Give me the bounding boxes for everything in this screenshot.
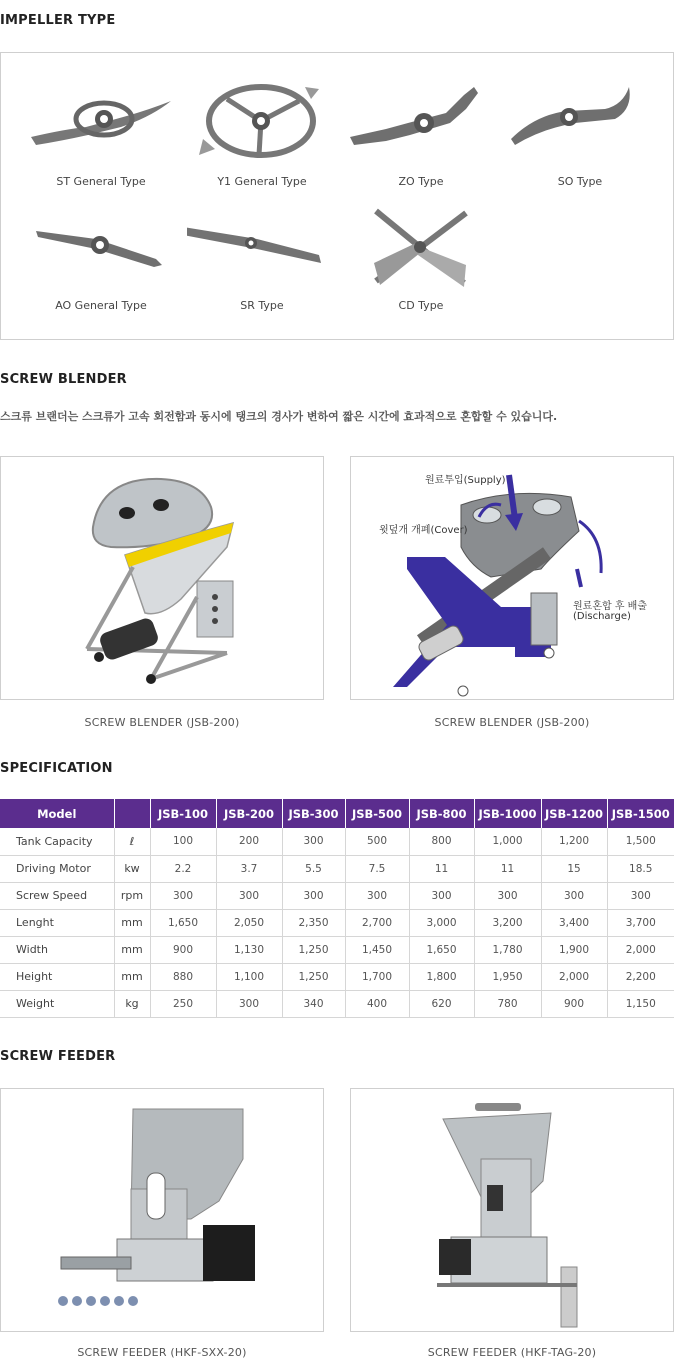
impeller-label: ZO Type <box>398 175 444 188</box>
table-cell: 300 <box>474 882 541 909</box>
cd-impeller-image <box>346 203 496 293</box>
header-model-name: JSB-1200 <box>541 799 607 828</box>
table-cell: 900 <box>150 936 216 963</box>
row-label: Height <box>0 963 114 990</box>
table-row <box>0 828 674 855</box>
screw-feeder-photo-1 <box>0 1088 324 1332</box>
table-cell: 1,250 <box>282 963 345 990</box>
table-cell: 1,950 <box>474 963 541 990</box>
table-cell: 3,200 <box>474 909 541 936</box>
screw-feeder-caption-1: SCREW FEEDER (HKF-SXX-20) <box>77 1346 247 1359</box>
impeller-label: ST General Type <box>56 175 146 188</box>
table-row <box>0 882 674 909</box>
table-cell: 1,650 <box>409 936 474 963</box>
header-model: Model <box>0 799 114 828</box>
table-cell: 300 <box>282 828 345 855</box>
header-model-name: JSB-800 <box>409 799 474 828</box>
table-cell: 340 <box>282 990 345 1017</box>
table-cell: 1,150 <box>607 990 674 1017</box>
row-unit: mm <box>114 963 150 990</box>
table-cell: 1,130 <box>216 936 282 963</box>
screw-blender-caption-1: SCREW BLENDER (JSB-200) <box>84 716 240 729</box>
table-cell: 250 <box>150 990 216 1017</box>
table-cell: 3.7 <box>216 855 282 882</box>
table-cell: 1,650 <box>150 909 216 936</box>
table-cell: 800 <box>409 828 474 855</box>
annotation-discharge-2: (Discharge) <box>573 611 631 622</box>
impeller-item-y1 <box>187 79 337 188</box>
table-cell: 400 <box>345 990 409 1017</box>
table-cell: 1,900 <box>541 936 607 963</box>
table-cell: 2,200 <box>607 963 674 990</box>
table-cell: 2.2 <box>150 855 216 882</box>
specification-table <box>0 799 674 1018</box>
impeller-label: Y1 General Type <box>217 175 307 188</box>
table-row <box>0 936 674 963</box>
header-model-name: JSB-100 <box>150 799 216 828</box>
screw-blender-caption-2: SCREW BLENDER (JSB-200) <box>434 716 590 729</box>
table-cell: 300 <box>282 882 345 909</box>
table-cell: 300 <box>541 882 607 909</box>
impeller-item-ao <box>26 203 176 312</box>
table-row <box>0 963 674 990</box>
table-cell: 3,400 <box>541 909 607 936</box>
table-cell: 1,800 <box>409 963 474 990</box>
table-cell: 300 <box>607 882 674 909</box>
table-cell: 3,700 <box>607 909 674 936</box>
table-cell: 1,700 <box>345 963 409 990</box>
specification-section-title: SPECIFICATION <box>0 761 113 776</box>
zo-impeller-image <box>346 79 496 169</box>
screw-blender-section-title: SCREW BLENDER <box>0 372 127 387</box>
table-row <box>0 909 674 936</box>
header-model-name: JSB-500 <box>345 799 409 828</box>
table-cell: 300 <box>409 882 474 909</box>
table-cell: 5.5 <box>282 855 345 882</box>
impeller-panel <box>0 52 674 340</box>
table-cell: 880 <box>150 963 216 990</box>
row-unit: kg <box>114 990 150 1017</box>
row-unit: mm <box>114 909 150 936</box>
impeller-item-so <box>505 79 655 188</box>
table-cell: 1,250 <box>282 936 345 963</box>
header-model-name: JSB-1500 <box>607 799 674 828</box>
impeller-label: CD Type <box>398 299 444 312</box>
screw-blender-diagram <box>350 456 674 700</box>
table-row <box>0 855 674 882</box>
row-label: Screw Speed <box>0 882 114 909</box>
table-cell: 100 <box>150 828 216 855</box>
table-cell: 2,350 <box>282 909 345 936</box>
impeller-label: AO General Type <box>55 299 147 312</box>
table-cell: 1,000 <box>474 828 541 855</box>
table-cell: 300 <box>216 990 282 1017</box>
table-cell: 15 <box>541 855 607 882</box>
sr-impeller-image <box>187 203 337 293</box>
table-cell: 3,000 <box>409 909 474 936</box>
table-cell: 1,780 <box>474 936 541 963</box>
table-cell: 18.5 <box>607 855 674 882</box>
row-label: Width <box>0 936 114 963</box>
impeller-label: SR Type <box>240 299 284 312</box>
row-label: Driving Motor <box>0 855 114 882</box>
table-cell: 1,500 <box>607 828 674 855</box>
row-unit: rpm <box>114 882 150 909</box>
row-label: Tank Capacity <box>0 828 114 855</box>
screw-feeder-photo-2 <box>350 1088 674 1332</box>
table-cell: 300 <box>150 882 216 909</box>
annotation-supply: 원료투입(Supply) <box>425 475 506 486</box>
table-header-row <box>0 799 674 828</box>
table-cell: 1,200 <box>541 828 607 855</box>
table-cell: 300 <box>345 882 409 909</box>
impeller-item-sr <box>187 203 337 312</box>
table-cell: 2,000 <box>607 936 674 963</box>
impeller-item-cd <box>346 203 496 312</box>
table-cell: 11 <box>474 855 541 882</box>
table-cell: 1,450 <box>345 936 409 963</box>
so-impeller-image <box>505 79 655 169</box>
table-cell: 2,050 <box>216 909 282 936</box>
screw-feeder-section-title: SCREW FEEDER <box>0 1049 116 1064</box>
row-label: Weight <box>0 990 114 1017</box>
row-unit: ℓ <box>114 828 150 855</box>
table-cell: 7.5 <box>345 855 409 882</box>
annotation-cover: 윗덮개 개폐(Cover) <box>379 525 468 536</box>
table-cell: 900 <box>541 990 607 1017</box>
table-row <box>0 990 674 1017</box>
row-unit: mm <box>114 936 150 963</box>
table-cell: 200 <box>216 828 282 855</box>
screw-feeder-caption-2: SCREW FEEDER (HKF-TAG-20) <box>427 1346 597 1359</box>
screw-blender-description: 스크류 브랜더는 스크류가 고속 회전함과 동시에 탱크의 경사가 변하여 짧은 시간에 효과적으로 혼합할 수 있습니다. <box>0 410 558 423</box>
ao-impeller-image <box>26 203 176 293</box>
screw-blender-photo-1 <box>0 456 324 700</box>
table-cell: 780 <box>474 990 541 1017</box>
header-unit <box>114 799 150 828</box>
table-cell: 500 <box>345 828 409 855</box>
impeller-item-st <box>26 79 176 188</box>
header-model-name: JSB-200 <box>216 799 282 828</box>
annotation-discharge-1: 원료혼합 후 배출 <box>573 601 647 612</box>
header-model-name: JSB-300 <box>282 799 345 828</box>
header-model-name: JSB-1000 <box>474 799 541 828</box>
st-impeller-image <box>26 79 176 169</box>
table-cell: 2,700 <box>345 909 409 936</box>
table-cell: 300 <box>216 882 282 909</box>
table-cell: 1,100 <box>216 963 282 990</box>
impeller-item-zo <box>346 79 496 188</box>
row-label: Lenght <box>0 909 114 936</box>
y1-impeller-image <box>187 79 337 169</box>
row-unit: kw <box>114 855 150 882</box>
table-cell: 2,000 <box>541 963 607 990</box>
table-cell: 620 <box>409 990 474 1017</box>
impeller-label: SO Type <box>557 175 603 188</box>
impeller-section-title: IMPELLER TYPE <box>0 13 116 28</box>
table-cell: 11 <box>409 855 474 882</box>
